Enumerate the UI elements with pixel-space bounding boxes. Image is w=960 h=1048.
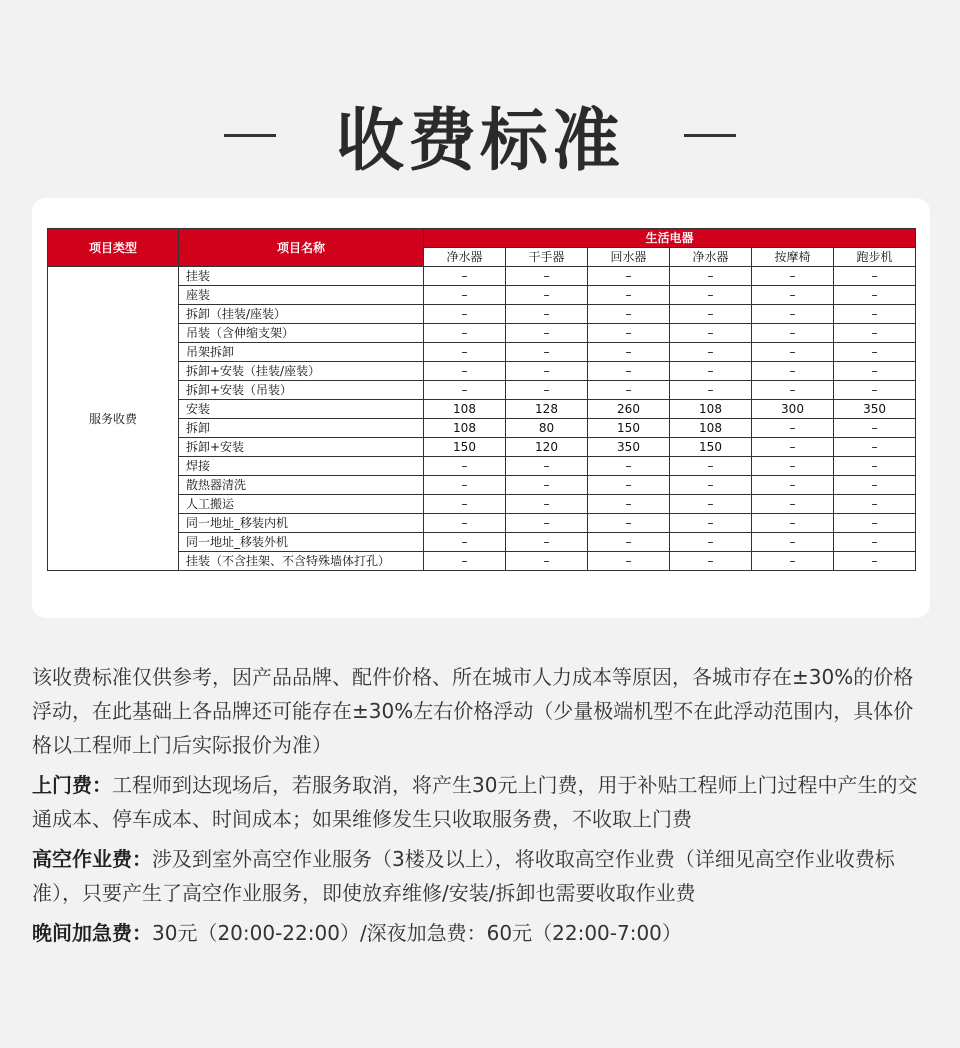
price-cell: – xyxy=(424,324,506,343)
price-cell: – xyxy=(424,457,506,476)
column-header: 回水器 xyxy=(588,248,670,267)
price-cell: – xyxy=(588,362,670,381)
column-header: 按摩椅 xyxy=(752,248,834,267)
column-header: 净水器 xyxy=(424,248,506,267)
item-name-cell: 同一地址_移装内机 xyxy=(179,514,424,533)
price-cell: – xyxy=(834,343,916,362)
price-cell: – xyxy=(670,362,752,381)
price-cell: – xyxy=(670,286,752,305)
price-cell: – xyxy=(752,343,834,362)
price-cell: 300 xyxy=(752,400,834,419)
price-cell: – xyxy=(506,305,588,324)
table-row xyxy=(48,552,916,571)
price-cell: – xyxy=(752,419,834,438)
price-cell: – xyxy=(506,495,588,514)
price-cell: – xyxy=(506,362,588,381)
table-row xyxy=(48,267,916,286)
item-name-cell: 拆卸+安装 xyxy=(179,438,424,457)
header-type: 项目类型 xyxy=(48,229,179,267)
price-cell: – xyxy=(834,305,916,324)
height-fee-note xyxy=(32,842,932,910)
table-row xyxy=(48,362,916,381)
price-cell: – xyxy=(588,286,670,305)
item-name-cell: 拆卸+安装（挂装/座装） xyxy=(179,362,424,381)
table-row xyxy=(48,495,916,514)
table-row xyxy=(48,419,916,438)
price-cell: – xyxy=(588,514,670,533)
price-cell: – xyxy=(752,286,834,305)
price-cell: – xyxy=(752,533,834,552)
price-cell: 108 xyxy=(424,419,506,438)
price-cell: – xyxy=(506,343,588,362)
price-cell: – xyxy=(588,305,670,324)
price-cell: – xyxy=(670,381,752,400)
visit-fee-note xyxy=(32,768,932,836)
price-cell: – xyxy=(588,457,670,476)
price-cell: – xyxy=(424,267,506,286)
price-cell: – xyxy=(588,495,670,514)
price-cell: – xyxy=(424,533,506,552)
notes-section xyxy=(32,660,932,956)
item-name-cell: 吊架拆卸 xyxy=(179,343,424,362)
item-name-cell: 同一地址_移装外机 xyxy=(179,533,424,552)
price-cell: – xyxy=(424,362,506,381)
price-cell: – xyxy=(834,419,916,438)
price-cell: – xyxy=(506,457,588,476)
price-cell: – xyxy=(752,381,834,400)
page-title: 收费标准 xyxy=(335,101,624,181)
price-cell: – xyxy=(670,343,752,362)
price-cell: – xyxy=(670,533,752,552)
price-cell: – xyxy=(670,476,752,495)
price-cell: – xyxy=(752,362,834,381)
price-cell: – xyxy=(834,267,916,286)
column-header: 净水器 xyxy=(670,248,752,267)
price-cell: 350 xyxy=(588,438,670,457)
price-cell: – xyxy=(752,495,834,514)
item-name-cell: 挂装 xyxy=(179,267,424,286)
night-fee-label: 晚间加急费： xyxy=(32,921,152,945)
visit-fee-label: 上门费： xyxy=(32,773,112,797)
price-cell: – xyxy=(834,381,916,400)
item-name-cell: 人工搬运 xyxy=(179,495,424,514)
table-row xyxy=(48,476,916,495)
price-cell: – xyxy=(752,514,834,533)
title-right-dash xyxy=(684,134,736,137)
price-cell: – xyxy=(424,305,506,324)
table-row xyxy=(48,286,916,305)
price-cell: – xyxy=(834,533,916,552)
price-cell: – xyxy=(506,514,588,533)
price-cell: 128 xyxy=(506,400,588,419)
column-header: 干手器 xyxy=(506,248,588,267)
item-name-cell: 焊接 xyxy=(179,457,424,476)
category-cell: 服务收费 xyxy=(48,267,179,571)
price-cell: – xyxy=(752,267,834,286)
price-cell: – xyxy=(752,438,834,457)
price-cell: – xyxy=(588,343,670,362)
price-cell: – xyxy=(670,267,752,286)
price-cell: – xyxy=(834,362,916,381)
column-header: 跑步机 xyxy=(834,248,916,267)
price-cell: – xyxy=(424,514,506,533)
item-name-cell: 拆卸+安装（吊装） xyxy=(179,381,424,400)
item-name-cell: 挂装（不含挂架、不含特殊墙体打孔） xyxy=(179,552,424,571)
price-cell: – xyxy=(670,514,752,533)
table-row xyxy=(48,305,916,324)
table-row xyxy=(48,343,916,362)
price-cell: – xyxy=(424,381,506,400)
title-left-dash xyxy=(224,134,276,137)
price-cell: 150 xyxy=(588,419,670,438)
price-cell: – xyxy=(834,514,916,533)
table-row xyxy=(48,381,916,400)
item-name-cell: 散热器清洗 xyxy=(179,476,424,495)
price-cell: 260 xyxy=(588,400,670,419)
header-group: 生活电器 xyxy=(424,229,916,248)
price-cell: – xyxy=(670,457,752,476)
price-cell: – xyxy=(834,476,916,495)
price-cell: 150 xyxy=(424,438,506,457)
price-cell: 350 xyxy=(834,400,916,419)
table-row xyxy=(48,457,916,476)
item-name-cell: 拆卸 xyxy=(179,419,424,438)
price-cell: 120 xyxy=(506,438,588,457)
price-cell: – xyxy=(588,476,670,495)
disclaimer-text: 该收费标准仅供参考，因产品品牌、配件价格、所在城市人力成本等原因，各城市存在±30%的价格浮动，在此基础上各品牌还可能存在±30%左右价格浮动（少量极端机型不在此浮动范围内，具体价格以工程师上门后实际报价为准） xyxy=(32,665,914,757)
price-cell: – xyxy=(588,552,670,571)
price-cell: 150 xyxy=(670,438,752,457)
height-fee-text: 涉及到室外高空作业服务（3楼及以上），将收取高空作业费（详细见高空作业收费标准），只要产生了高空作业服务，即使放弃维修/安装/拆卸也需要收取作业费 xyxy=(32,847,895,905)
night-fee-text: 30元（20:00-22:00）/深夜加急费：60元（22:00-7:00） xyxy=(152,921,682,945)
price-cell: – xyxy=(506,381,588,400)
price-cell: – xyxy=(834,495,916,514)
price-cell: – xyxy=(670,495,752,514)
height-fee-label: 高空作业费： xyxy=(32,847,152,871)
fee-table-body xyxy=(48,267,916,571)
price-cell: – xyxy=(670,552,752,571)
price-cell: 108 xyxy=(670,419,752,438)
price-cell: – xyxy=(506,533,588,552)
night-fee-note xyxy=(32,916,932,950)
price-cell: – xyxy=(752,476,834,495)
price-cell: – xyxy=(834,552,916,571)
price-cell: – xyxy=(834,457,916,476)
price-cell: – xyxy=(506,324,588,343)
table-row xyxy=(48,400,916,419)
price-cell: – xyxy=(506,552,588,571)
price-cell: – xyxy=(424,343,506,362)
price-cell: – xyxy=(834,286,916,305)
price-cell: – xyxy=(506,267,588,286)
price-cell: – xyxy=(424,286,506,305)
price-cell: – xyxy=(670,305,752,324)
header-name: 项目名称 xyxy=(179,229,424,267)
price-cell: 108 xyxy=(424,400,506,419)
price-cell: – xyxy=(752,305,834,324)
price-cell: – xyxy=(752,324,834,343)
price-cell: – xyxy=(588,267,670,286)
table-row xyxy=(48,533,916,552)
title-bar xyxy=(0,90,960,180)
price-cell: – xyxy=(752,457,834,476)
visit-fee-text: 工程师到达现场后，若服务取消，将产生30元上门费，用于补贴工程师上门过程中产生的交通成本、停车成本、时间成本；如果维修发生只收取服务费，不收取上门费 xyxy=(32,773,918,831)
price-cell: – xyxy=(670,324,752,343)
price-cell: – xyxy=(834,438,916,457)
price-cell: – xyxy=(834,324,916,343)
price-cell: – xyxy=(424,476,506,495)
item-name-cell: 安装 xyxy=(179,400,424,419)
price-cell: – xyxy=(506,286,588,305)
price-cell: 108 xyxy=(670,400,752,419)
price-cell: – xyxy=(588,324,670,343)
price-cell: – xyxy=(588,381,670,400)
table-row xyxy=(48,324,916,343)
price-cell: 80 xyxy=(506,419,588,438)
price-cell: – xyxy=(506,476,588,495)
table-row xyxy=(48,438,916,457)
fee-table xyxy=(47,228,916,571)
price-cell: – xyxy=(588,533,670,552)
price-cell: – xyxy=(424,495,506,514)
table-row xyxy=(48,514,916,533)
item-name-cell: 拆卸（挂装/座装） xyxy=(179,305,424,324)
item-name-cell: 座装 xyxy=(179,286,424,305)
price-cell: – xyxy=(424,552,506,571)
price-cell: – xyxy=(752,552,834,571)
item-name-cell: 吊装（含伸缩支架） xyxy=(179,324,424,343)
